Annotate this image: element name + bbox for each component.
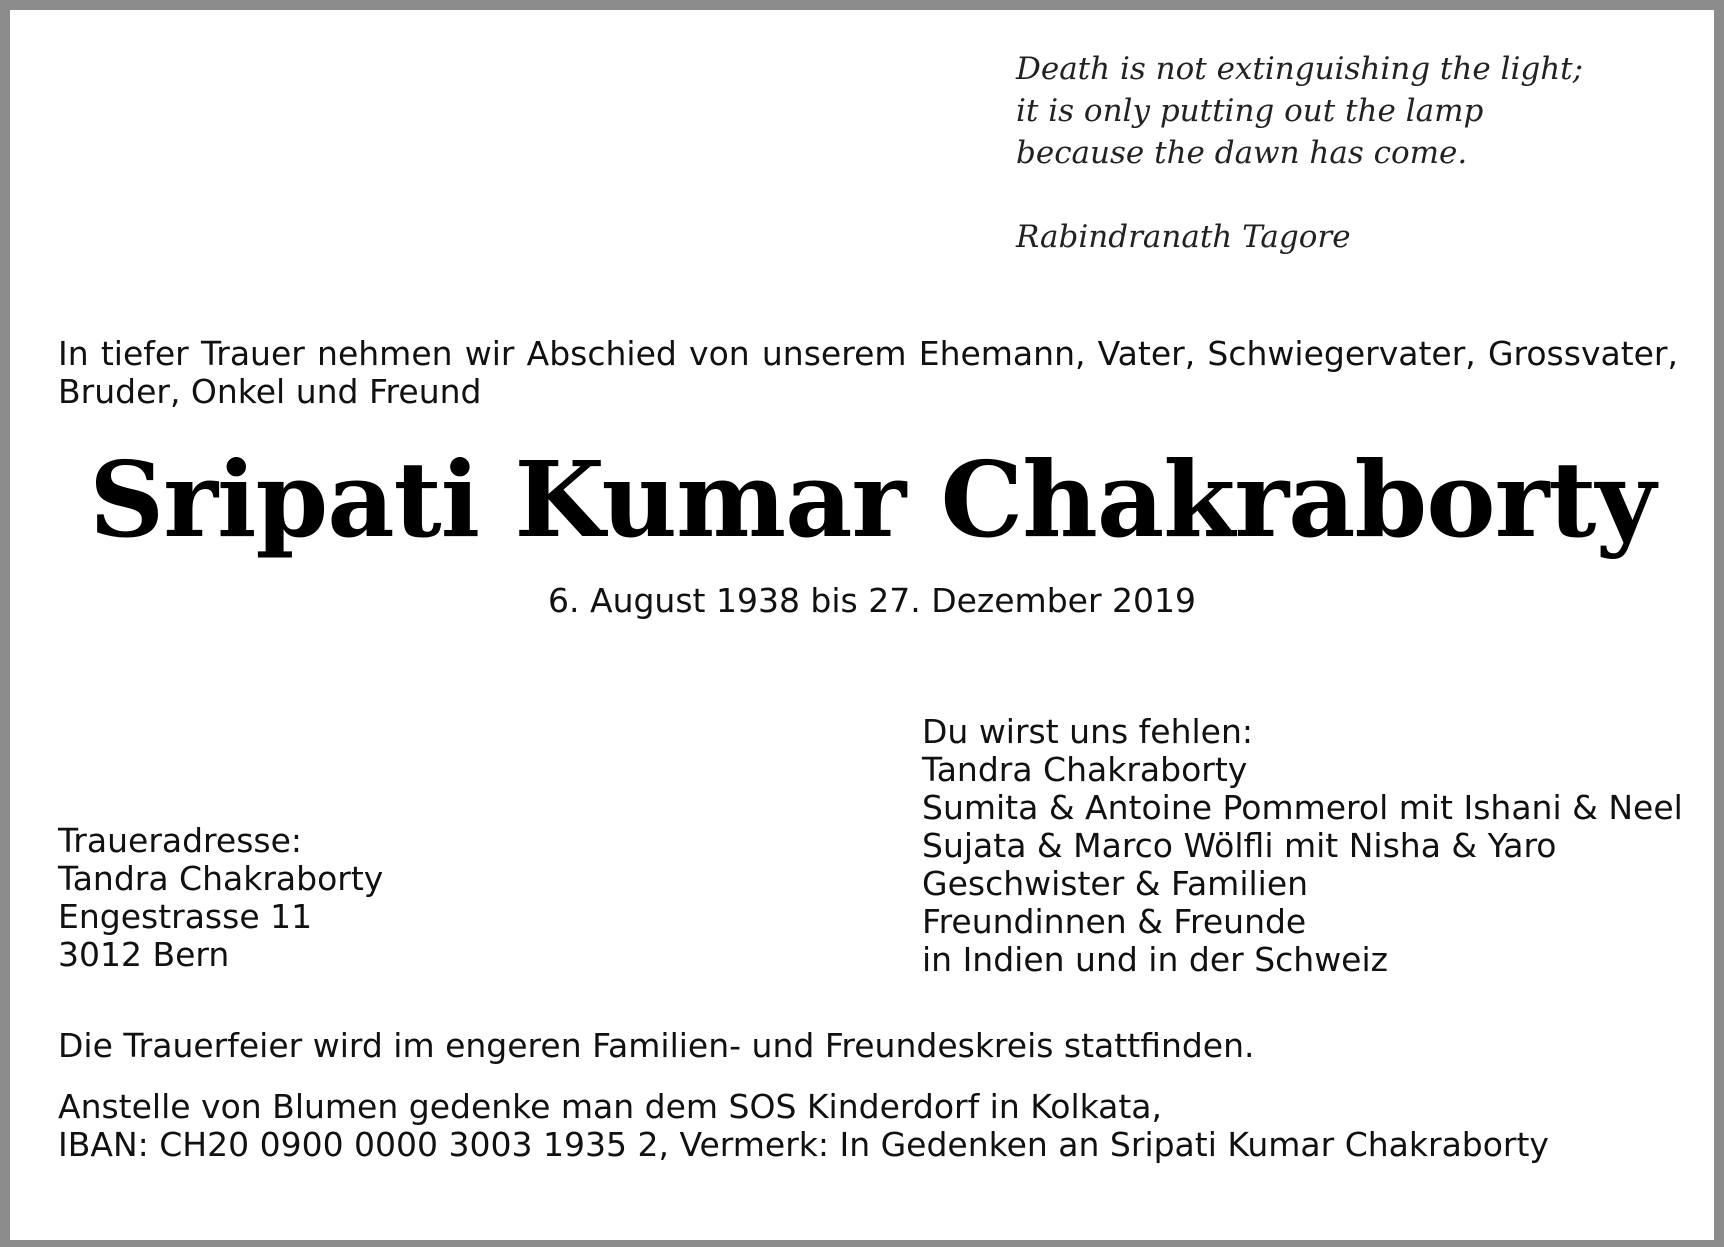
mourner-line: Sujata & Marco Wölfli mit Nisha & Yaro — [922, 826, 1557, 865]
address-label: Traueradresse: — [58, 821, 303, 860]
mourner-line: in Indien und in der Schweiz — [922, 940, 1388, 979]
donation-line: IBAN: CH20 0900 0000 3003 1935 2, Vermerk: In Gedenken an Sripati Kumar Chakraborty — [58, 1125, 1549, 1164]
tagore-quote — [1016, 48, 1583, 258]
ceremony-note: Die Trauerfeier wird im engeren Familien- und Freundeskreis stattfinden. — [58, 1026, 1255, 1065]
address-line: 3012 Bern — [58, 935, 230, 974]
mourner-line: Tandra Chakraborty — [922, 750, 1248, 789]
mourner-line: Freundinnen & Freunde — [922, 902, 1307, 941]
address-line: Tandra Chakraborty — [58, 859, 384, 898]
quote-line: because the dawn has come. — [1016, 135, 1468, 171]
mourner-line: Sumita & Antoine Pommerol mit Ishani & Neel — [922, 788, 1683, 827]
donation-line: Anstelle von Blumen gedenke man dem SOS Kinderdorf in Kolkata, — [58, 1087, 1163, 1126]
address-line: Engestrasse 11 — [58, 897, 313, 936]
quote-line: Death is not extinguishing the light; — [1016, 51, 1584, 87]
mourner-line: Geschwister & Familien — [922, 864, 1309, 903]
quote-author: Rabindranath Tagore — [1016, 219, 1351, 255]
mourners-label: Du wirst uns fehlen: — [922, 712, 1254, 751]
life-dates: 6. August 1938 bis 27. Dezember 2019 — [548, 581, 1196, 620]
donation-note — [58, 1088, 1549, 1164]
deceased-name: Sripati Kumar Chakraborty — [89, 438, 1655, 561]
intro-text: In tiefer Trauer nehmen wir Abschied von unserem Ehemann, Vater, Schwiegervater, Grossvater, Bruder, Onkel und Freund — [58, 334, 1678, 411]
quote-line: it is only putting out the lamp — [1016, 93, 1484, 129]
mourning-address — [58, 822, 383, 974]
mourners-list — [922, 713, 1683, 979]
